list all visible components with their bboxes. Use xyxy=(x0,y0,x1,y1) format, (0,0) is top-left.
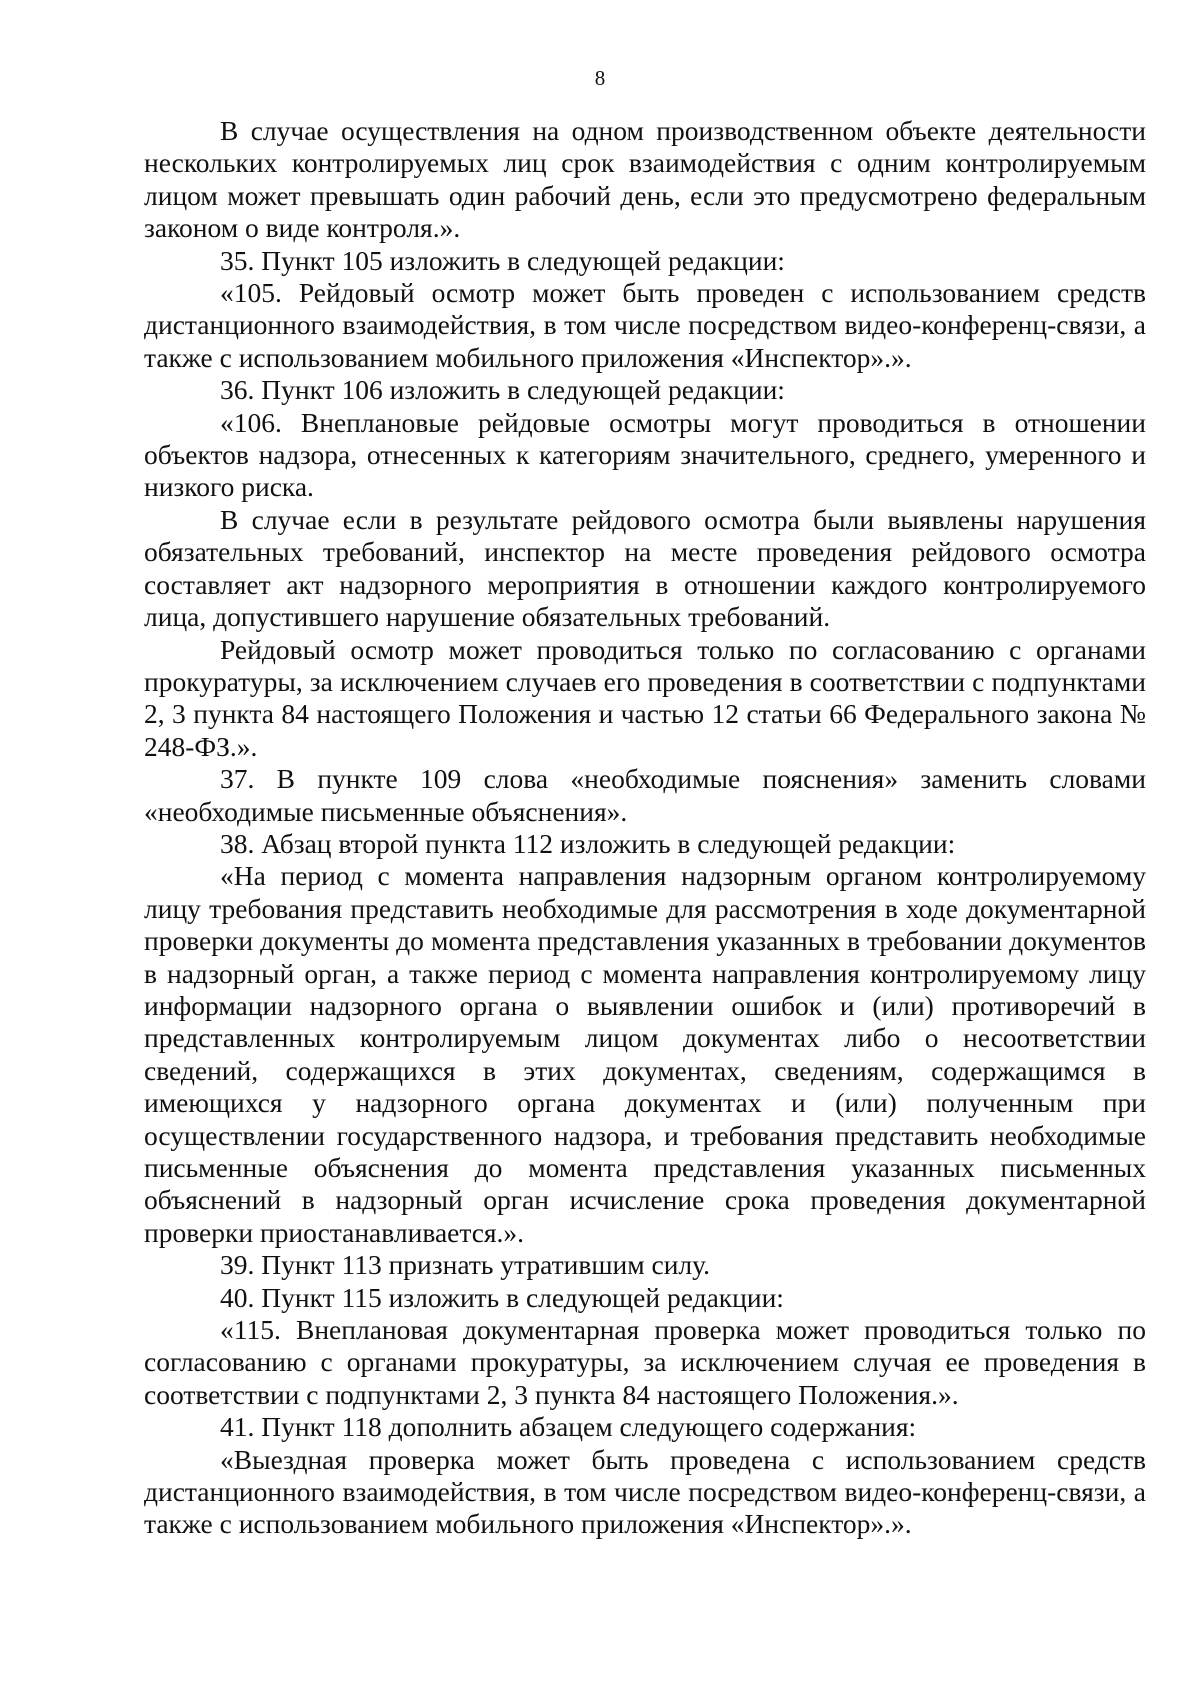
paragraph-12: 40. Пункт 115 изложить в следующей редакции: xyxy=(220,1281,784,1313)
paragraph-15: «Выездная проверка может быть проведена с использованием средств дистанционного взаимодействия, в том числе посредством видео-конференц-связи, а также с использованием мобильного приложения «Инспектор».». xyxy=(144,1443,1146,1540)
paragraph-9: 38. Абзац второй пункта 112 изложить в следующей редакции: xyxy=(220,827,956,859)
paragraph-13: «115. Внеплановая документарная проверка может проводиться только по согласованию с органами прокуратуры, за исключением случая ее проведения в соответствии с подпунктами 2, 3 пункта 84 настоящего Положения.». xyxy=(144,1314,1146,1410)
paragraph-6: В случае если в результате рейдового осмотра были выявлены нарушения обязательных требований, инспектор на месте проведения рейдового осмотра составляет акт надзорного мероприятия в отношении каждого контролируемого лица, допустившего нарушение обязательных требований. xyxy=(144,503,1146,633)
paragraph-5: «106. Внеплановые рейдовые осмотры могут проводиться в отношении объектов надзора, отнесенных к категориям значительного, среднего, умеренного и низкого риска. xyxy=(144,406,1146,503)
page-number: 8 xyxy=(594,66,606,90)
paragraph-4: 36. Пункт 106 изложить в следующей редакции: xyxy=(220,374,785,406)
paragraph-2: 35. Пункт 105 изложить в следующей редакции: xyxy=(220,244,785,276)
paragraph-3: «105. Рейдовый осмотр может быть проведен с использованием средств дистанционного взаимодействия, в том числе посредством видео-конференц-связи, а также с использованием мобильного приложения «Инспектор».». xyxy=(144,277,1146,373)
paragraph-7: Рейдовый осмотр может проводиться только по согласованию с органами прокуратуры, за исключением случаев его проведения в соответствии с подпунктами 2, 3 пункта 84 настоящего Положения и частью 12 статьи 66 Федерального закона № 248-ФЗ.». xyxy=(144,633,1146,762)
paragraph-14: 41. Пункт 118 дополнить абзацем следующего содержания: xyxy=(220,1411,917,1443)
paragraph-8: 37. В пункте 109 слова «необходимые пояснения» заменить словами «необходимые письменные объяснения». xyxy=(144,763,1146,827)
paragraph-10: «На период с момента направления надзорным органом контролируемому лицу требования представить необходимые для рассмотрения в ходе документарной проверки документы до момента представления указанных в требовании документов в надзорный орган, а также период с момента направления контролируемому лицу информации надзорного органа о выявлении ошибок и (или) противоречий в представленных контролируемым лицом документах либо о несоответствии сведений, содержащихся в этих документах, сведениям, содержащимся в имеющихся у надзорного органа документах и (или) полученным при осуществлении государственного надзора, и требования представить необходимые письменные объяснения до момента представления указанных письменных объяснений в надзорный орган исчисление срока проведения документарной проверки приостанавливается.». xyxy=(144,860,1146,1248)
document-body xyxy=(144,115,1146,1541)
paragraph-11: 39. Пункт 113 признать утратившим силу. xyxy=(220,1249,711,1281)
paragraph-1: В случае осуществления на одном производственном объекте деятельности нескольких контролируемых лиц срок взаимодействия с одним контролируемым лицом может превышать один рабочий день, если это предусмотрено федеральным законом о виде контроля.». xyxy=(144,115,1146,244)
